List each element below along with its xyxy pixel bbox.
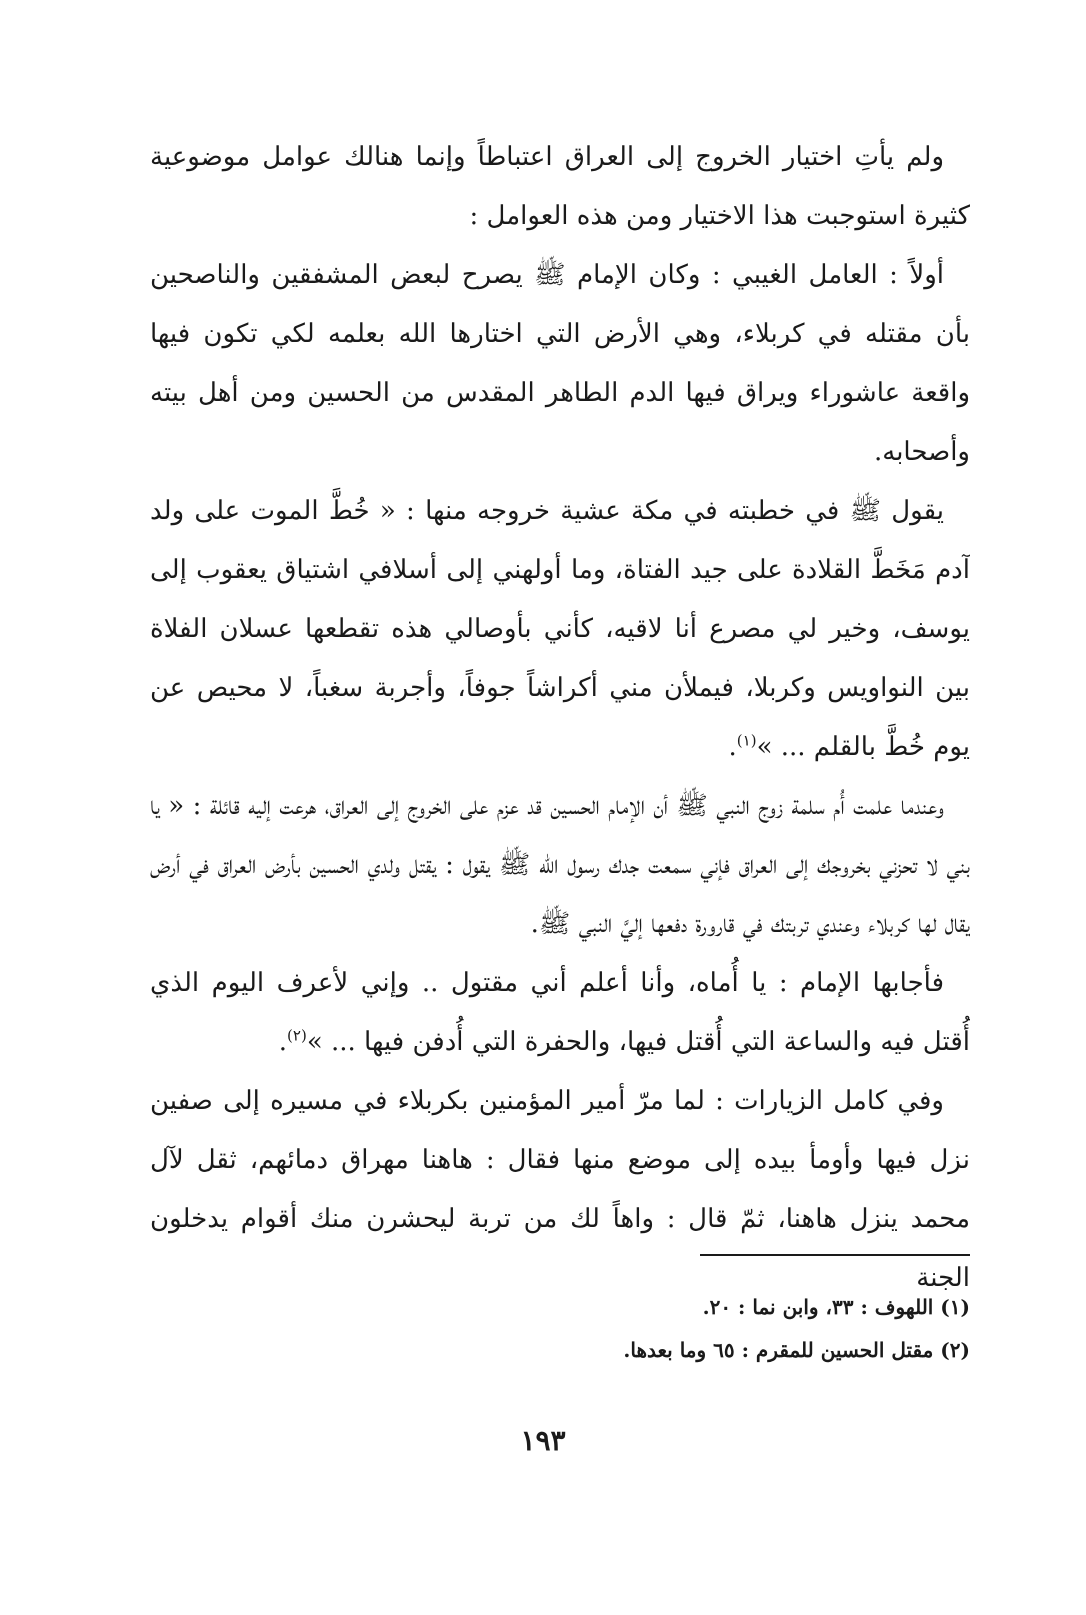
- page-number: ١٩٣: [520, 1424, 566, 1457]
- footnote-divider: [700, 1254, 970, 1256]
- paragraph-sermon: يقول ﷺ في خطبته في مكة عشية خروجه منها : « خُطَّ الموت على ولد آدم مَخَطَّ القلادة على جيد الفتاة، وما أولهني إلى أسلافي اشتياق يعقوب إلى يوسف، وخير لي مصرع أنا لاقيه، كأني بأوصالي هذه تقطعها عسلان الفلاة بين النواويس وكربلا، فيملأن مني أكراشاً جوفاً، وأجربة سغباً، لا محيص عن يوم خُطَّ بالقلم ... »$^{(١)}$.: [150, 496, 970, 762]
- paragraph-intro: ولم يأتِ اختيار الخروج إلى العراق اعتباطاً وإنما هنالك عوامل موضوعية كثيرة استوجبت هذا الاختيار ومن هذه العوامل :: [150, 142, 970, 231]
- paragraph-kamil-ziyarat: وفي كامل الزيارات : لما مرّ أمير المؤمنين بكربلاء في مسيره إلى صفين نزل فيها وأومأ بيده إلى موضع منها فقال : هاهنا مهراق دمائهم، ثقل لآل محمد ينزل هاهنا، ثمّ قال : واهاً لك من تربة ليحشرن منك أقوام يدخلون الجنة: [150, 1086, 970, 1293]
- book-page: [150, 128, 970, 1528]
- paragraph-first-factor: أولاً : العامل الغيبي : وكان الإمام ﷺ يصرح لبعض المشفقين والناصحين بأن مقتله في كربلاء، وهي الأرض التي اختارها الله بعلمه لكي تكون فيها واقعة عاشوراء ويراق فيها الدم الطاهر المقدس من الحسين ومن أهل بيته وأصحابه.: [150, 260, 970, 467]
- paragraph-imam-reply-text: فأجابها الإمام : يا أُماه، وأنا أعلم أني مقتول .. وإني لأعرف اليوم الذي أُقتل فيه والساعة التي أُقتل فيها، والحفرة التي أُدفن فيها ... »: [150, 968, 970, 1057]
- paragraph-umm-salama: وعندما علمت أُم سلمة زوج النبي ﷺ أن الإمام الحسين قد عزم على الخروج إلى العراق، هرعت إليه قائلة : « يا بني لا تحزني بخروجك إلى العراق فإني سمعت جدك رسول الله ﷺ يقول : يقتل ولدي الحسين بأرض العراق في أرض يقال لها كربلاء وعندي تربتك في قارورة دفعها إليَّ النبي ﷺ.: [150, 791, 970, 939]
- footnote-1: (١) اللهوف : ٣٣، وابن نما : ٢٠.: [702, 1295, 970, 1319]
- main-text: [150, 128, 970, 1308]
- paragraph-imam-reply: فأجابها الإمام : يا أُماه، وأنا أعلم أني مقتول .. وإني لأعرف اليوم الذي أُقتل فيه والساعة التي أُقتل فيها، والحفرة التي أُدفن فيها ... »$^{(٢)}$.: [150, 968, 970, 1057]
- paragraph-sermon-text: يقول ﷺ في خطبته في مكة عشية خروجه منها : « خُطَّ الموت على ولد آدم مَخَطَّ القلادة على جيد الفتاة، وما أولهني إلى أسلافي اشتياق يعقوب إلى يوسف، وخير لي مصرع أنا لاقيه، كأني بأوصالي هذه تقطعها عسلان الفلاة بين النواويس وكربلا، فيملأن مني أكراشاً جوفاً، وأجربة سغباً، لا محيص عن يوم خُطَّ بالقلم ... »: [150, 496, 970, 762]
- footnotes: [150, 1286, 970, 1372]
- footnote-ref-2: (٢): [287, 1026, 307, 1045]
- footnote-2: (٢) مقتل الحسين للمقرم : ٦٥ وما بعدها.: [623, 1338, 970, 1362]
- footnote-ref-1: (١): [736, 731, 757, 750]
